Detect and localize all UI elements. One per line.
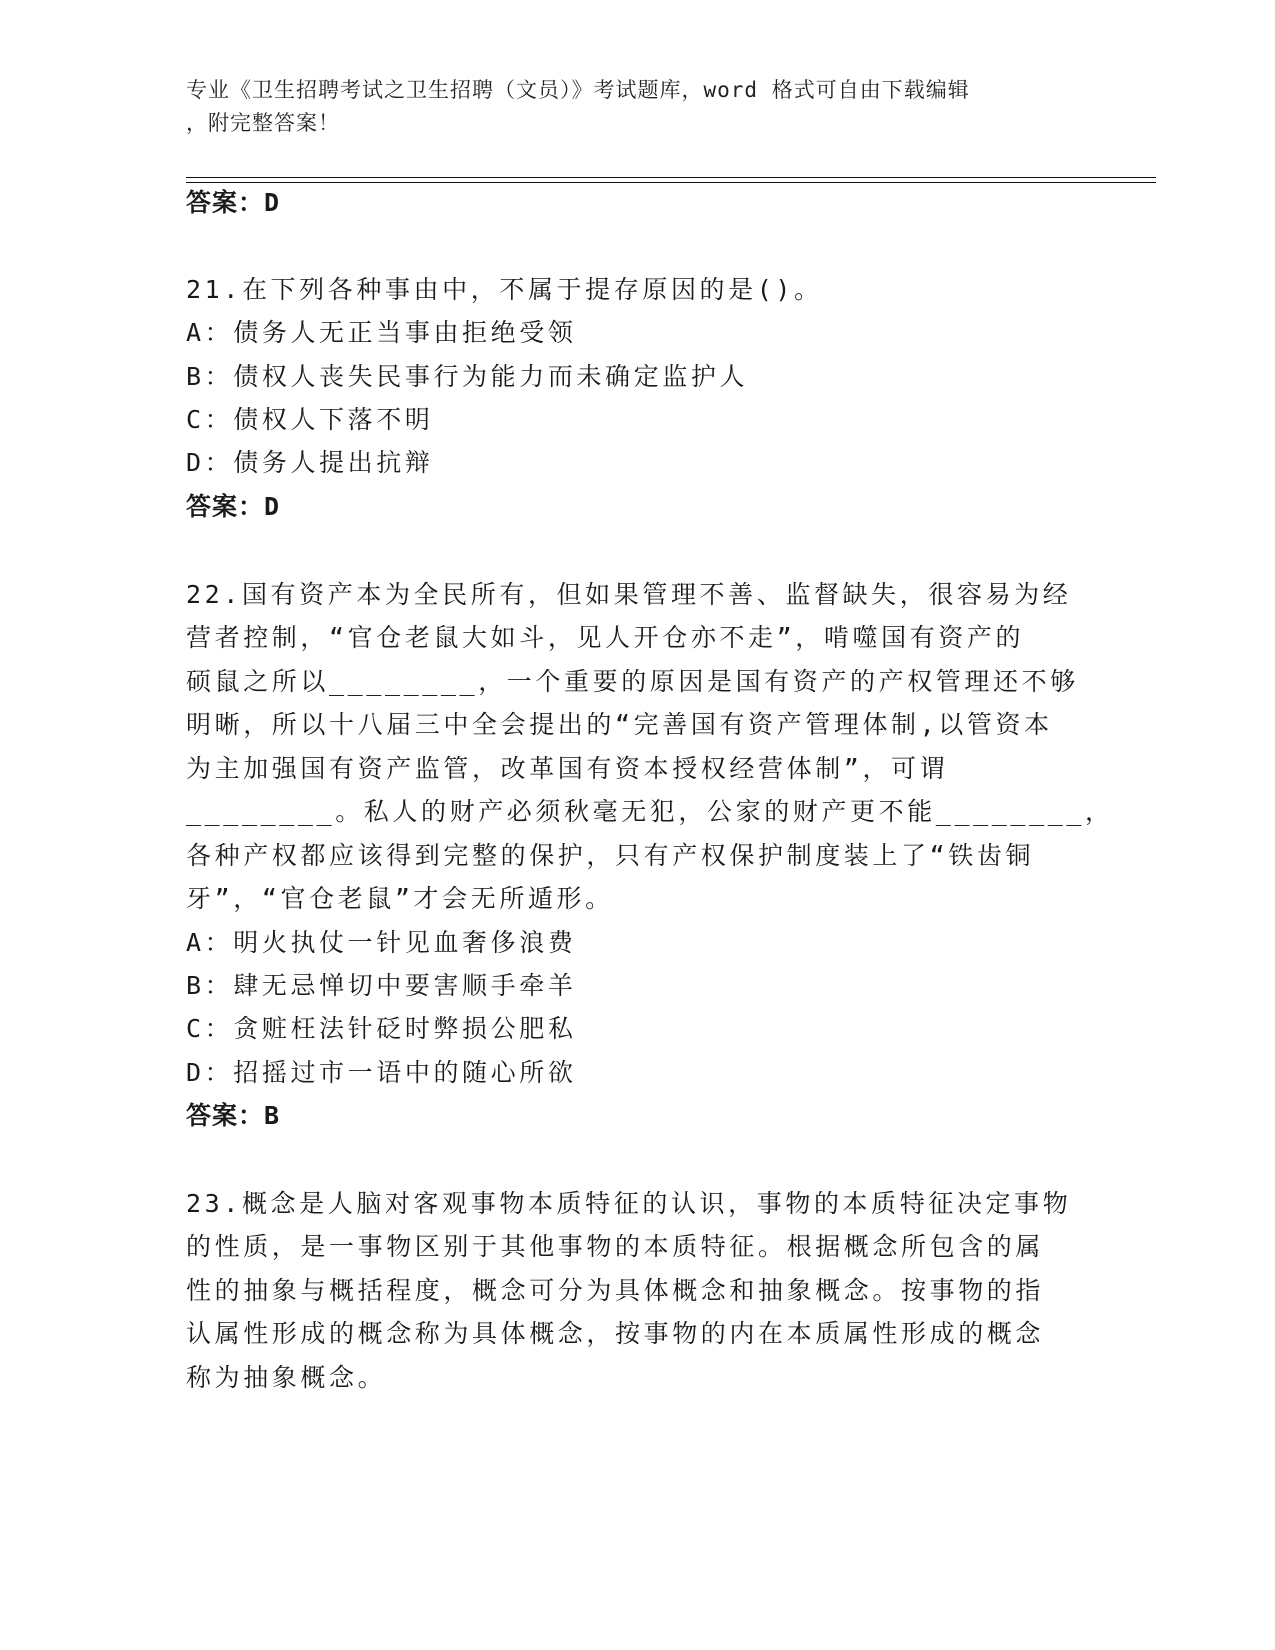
header-line-2: ，附完整答案！ — [186, 111, 340, 135]
question-stem-line: 21.在下列各种事由中，不属于提存原因的是()。 — [186, 275, 823, 304]
question-stem-line: 营者控制，“官仓老鼠大如斗，见人开仓亦不走”，啃噬国有资产的 — [186, 623, 1025, 652]
question-stem-line: 的性质，是一事物区别于其他事物的本质特征。根据概念所包含的属 — [186, 1232, 1045, 1261]
question-stem-line: 22.国有资产本为全民所有，但如果管理不善、监督缺失，很容易为经 — [186, 580, 1072, 609]
question-stem-line: 性的抽象与概括程度，概念可分为具体概念和抽象概念。按事物的指 — [186, 1276, 1045, 1305]
answer: 答案：D — [186, 492, 281, 521]
document-header — [186, 74, 1086, 140]
option-b: B：债权人丧失民事行为能力而未确定监护人 — [186, 362, 749, 391]
option-a: A：明火执仗一针见血奢侈浪费 — [186, 928, 577, 957]
option-d: D：债务人提出抗辩 — [186, 448, 434, 477]
answer: 答案：B — [186, 1101, 281, 1130]
question-stem-line: 明晰，所以十八届三中全会提出的“完善国有资产管理体制,以管资本 — [186, 710, 1053, 739]
header-divider-top — [186, 177, 1156, 178]
question-stem-line: 23.概念是人脑对客观事物本质特征的认识，事物的本质特征决定事物 — [186, 1189, 1072, 1218]
question-stem-line: ________。私人的财产必须秋毫无犯，公家的财产更不能________， — [186, 797, 1114, 826]
question-stem-line: 称为抽象概念。 — [186, 1363, 387, 1392]
question-stem-line: 为主加强国有资产监管，改革国有资本授权经营体制”，可谓 — [186, 754, 949, 783]
header-line-1: 专业《卫生招聘考试之卫生招聘（文员）》考试题库，word 格式可自由下载编辑 — [186, 78, 970, 102]
option-c: C：债权人下落不明 — [186, 405, 434, 434]
question-stem-line: 认属性形成的概念称为具体概念，按事物的内在本质属性形成的概念 — [186, 1319, 1045, 1348]
option-d: D：招摇过市一语中的随心所欲 — [186, 1058, 577, 1087]
option-b: B：肆无忌惮切中要害顺手牵羊 — [186, 971, 577, 1000]
option-c: C：贪赃枉法针砭时弊损公肥私 — [186, 1014, 577, 1043]
question-stem-line: 各种产权都应该得到完整的保护，只有产权保护制度装上了“铁齿铜 — [186, 841, 1035, 870]
header-divider-bottom — [186, 182, 1156, 183]
document-page — [186, 0, 1156, 1650]
question-stem-line: 硕鼠之所以________，一个重要的原因是国有资产的产权管理还不够 — [186, 667, 1079, 696]
option-a: A：债务人无正当事由拒绝受领 — [186, 318, 577, 347]
previous-answer: 答案：D — [186, 188, 281, 217]
question-stem-line: 牙”，“官仓老鼠”才会无所遁形。 — [186, 884, 614, 913]
